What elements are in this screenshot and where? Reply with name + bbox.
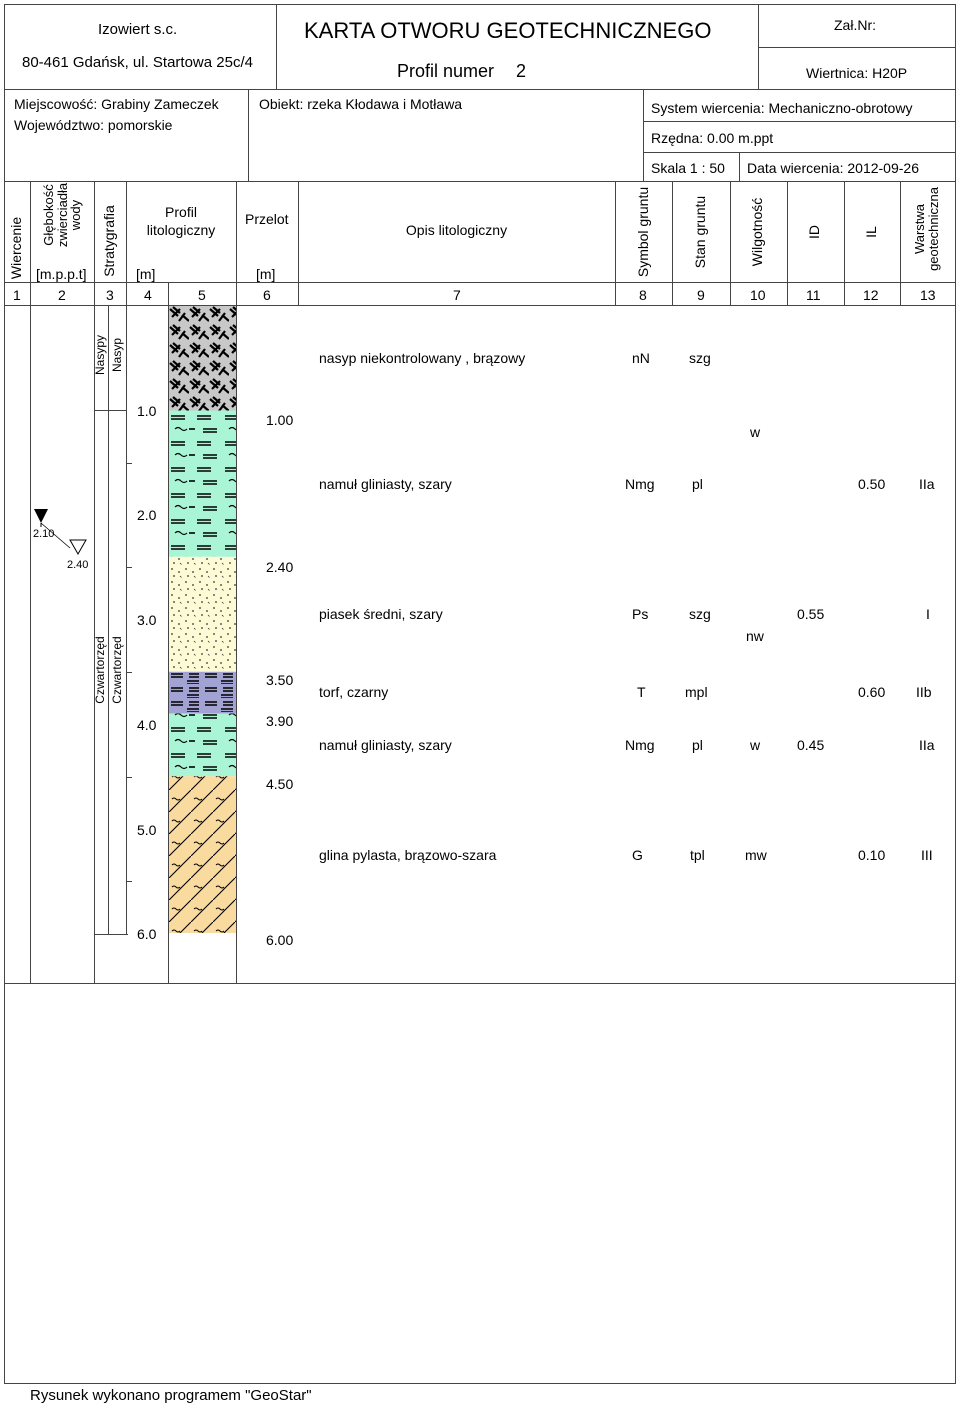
layer-desc: glina pylasta, brązowo-szara (319, 847, 497, 863)
layer-warstwa: IIb (916, 684, 932, 700)
col-number: 9 (697, 287, 705, 303)
layer-row (0, 477, 956, 493)
layer-desc: namuł gliniasty, szary (319, 737, 452, 753)
drilling-system: System wiercenia: Mechaniczno-obrotowy (651, 100, 913, 116)
depth-mark: 2.0 (137, 507, 157, 523)
col-header-id: ID (806, 225, 822, 239)
depth-mark: 6.0 (137, 926, 157, 942)
col-number: 2 (58, 287, 66, 303)
col-header-stratygrafia: Stratygrafia (101, 205, 117, 277)
elevation: Rzędna: 0.00 m.ppt (651, 130, 774, 146)
layer-symbol: nN (632, 350, 650, 366)
layer-symbol: G (632, 847, 643, 863)
locality: Miejscowość: Grabiny Zameczek (14, 96, 219, 112)
col-unit-glebokosc: [m.p.p.t] (36, 266, 87, 282)
col-header-opis: Opis litologiczny (405, 222, 508, 238)
boundary-depth: 3.90 (266, 713, 294, 729)
layer-wilg: w (750, 424, 761, 440)
company-address: 80-461 Gdańsk, ul. Startowa 25c/4 (22, 54, 253, 71)
layer-stan: szg (689, 350, 711, 366)
document-title: KARTA OTWORU GEOTECHNICZNEGO (304, 18, 712, 43)
layer-row (0, 685, 956, 701)
strat-czwartorzed-1: Czwartorzęd (93, 636, 107, 704)
layer-warstwa: IIa (919, 737, 935, 753)
object: Obiekt: rzeka Kłodawa i Motława (259, 96, 463, 112)
col-number: 6 (263, 287, 271, 303)
col-number: 11 (806, 287, 821, 303)
col-header-profil: Profil litologiczny (146, 204, 216, 238)
col-number: 1 (13, 287, 21, 303)
boundary-depth: 6.00 (266, 932, 294, 948)
layer-desc: nasyp niekontrolowany , brązowy (319, 350, 526, 366)
layer-wilg: w (750, 737, 761, 753)
boundary-depth: 4.50 (266, 776, 294, 792)
depth-mark: 5.0 (137, 822, 157, 838)
layer-row (0, 351, 956, 367)
col-number: 8 (639, 287, 647, 303)
water-level-2: 2.40 (67, 559, 89, 571)
boundary-depth: 1.00 (266, 412, 294, 428)
layer-stan: tpl (690, 847, 705, 863)
layer-desc: piasek średni, szary (319, 606, 443, 622)
col-number: 12 (863, 287, 879, 303)
col-unit-przelot: [m] (256, 266, 276, 282)
layer-stan: pl (692, 737, 703, 753)
boundary-depth: 3.50 (266, 672, 294, 688)
col-unit-profil: [m] (136, 266, 156, 282)
drilling-date: Data wiercenia: 2012-09-26 (747, 160, 919, 176)
strat-nasyp: Nasyp (110, 338, 124, 373)
layer-wilg: nw (746, 628, 764, 644)
layer-wilg: mw (745, 847, 767, 863)
rig-label: Wiertnica: H20P (806, 65, 908, 81)
depth-mark: 3.0 (137, 612, 157, 628)
company-name: Izowiert s.c. (98, 21, 178, 38)
layer-symbol: Nmg (625, 476, 655, 492)
depth-mark: 4.0 (137, 717, 157, 733)
profile-number: 2 (516, 61, 527, 81)
col-number: 3 (106, 287, 114, 303)
col-header-wiercenie: Wiercenie (8, 216, 24, 280)
scale: Skala 1 : 50 (651, 160, 725, 176)
layer-id: 0.55 (797, 606, 825, 622)
layer-row (0, 738, 956, 754)
col-number: 10 (750, 287, 766, 303)
col-number: 7 (453, 287, 461, 303)
col-header-warstwa: Warstwa geotechniczna (912, 187, 941, 271)
profile-label: Profil numer (397, 61, 495, 81)
strat-nasypy: Nasypy (93, 335, 107, 376)
layer-stan: szg (689, 606, 711, 622)
col-header-symbol: Symbol gruntu (635, 186, 651, 278)
col-header-glebokosc: Głębokość zwierciadła wody (41, 182, 84, 248)
col-header-il: IL (863, 226, 879, 238)
footer-note: Rysunek wykonano programem "GeoStar" (30, 1387, 312, 1404)
col-number: 13 (920, 287, 936, 303)
depth-mark: 1.0 (137, 403, 157, 419)
boundary-depth: 2.40 (266, 559, 294, 575)
layer-il: 0.60 (858, 684, 886, 700)
layer-stan: mpl (685, 684, 708, 700)
col-header-stan: Stan gruntu (692, 195, 708, 269)
annex-label: Zał.Nr: (834, 17, 876, 33)
col-header-przelot: Przelot (245, 211, 289, 227)
layer-id: 0.45 (797, 737, 825, 753)
province: Województwo: pomorskie (14, 117, 173, 133)
layer-symbol: T (637, 684, 646, 700)
layer-symbol: Ps (632, 606, 649, 622)
layer-row (0, 848, 956, 864)
layer-symbol: Nmg (625, 737, 655, 753)
water-level-1: 2.10 (33, 528, 55, 540)
layer-warstwa: I (926, 606, 930, 622)
layer-stan: pl (692, 476, 703, 492)
layer-desc: torf, czarny (319, 684, 389, 700)
strat-czwartorzed-2: Czwartorzęd (110, 636, 124, 704)
col-header-wilgotnosc: Wilgotność (749, 197, 765, 267)
col-number: 4 (144, 287, 152, 303)
col-number: 5 (198, 287, 206, 303)
layer-warstwa: IIa (919, 476, 935, 492)
layer-desc: namuł gliniasty, szary (319, 476, 452, 492)
layer-warstwa: III (921, 847, 933, 863)
layer-il: 0.50 (858, 476, 886, 492)
layer-il: 0.10 (858, 847, 886, 863)
layer-row (0, 607, 956, 623)
